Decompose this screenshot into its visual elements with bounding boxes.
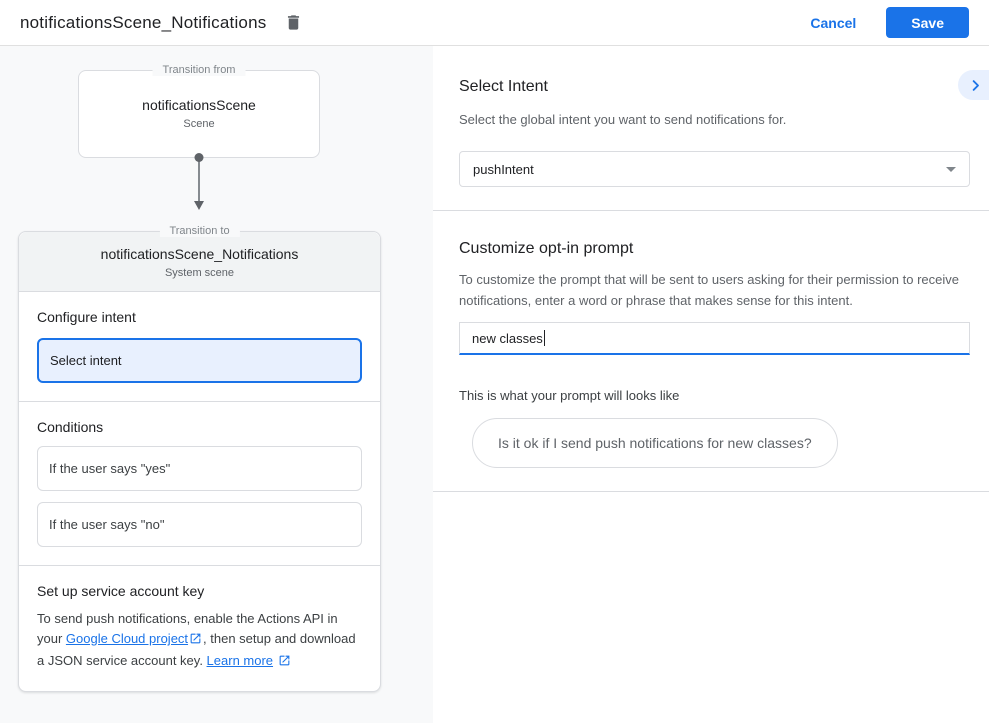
transition-to-card (18, 225, 381, 692)
connector-line (198, 158, 200, 201)
select-intent-panel-heading: Select Intent (459, 78, 548, 95)
chevron-right-icon (968, 78, 983, 93)
prompt-preview-label: This is what your prompt will looks like (459, 388, 680, 403)
service-account-text (37, 609, 362, 673)
condition-item-no[interactable]: If the user says "no" (37, 502, 362, 547)
google-cloud-project-link[interactable]: Google Cloud project (65, 631, 189, 646)
select-intent-item[interactable]: Select intent (37, 338, 362, 383)
transition-connector (78, 158, 320, 210)
to-scene-name: notificationsScene_Notifications (100, 246, 299, 262)
divider (433, 491, 989, 492)
configure-intent-heading: Configure intent (37, 309, 136, 325)
scene-flow-panel (0, 46, 433, 723)
opt-in-prompt-input[interactable] (459, 322, 970, 355)
external-link-icon[interactable] (278, 653, 291, 673)
transition-from-node[interactable] (78, 64, 320, 158)
prompt-preview-bubble: Is it ok if I send push notifications for new classes? (472, 418, 838, 468)
conditions-section (19, 401, 380, 565)
service-account-heading: Set up service account key (37, 583, 205, 599)
text-cursor (544, 330, 545, 346)
collapse-panel-button[interactable] (958, 70, 989, 100)
select-intent-panel-section (433, 46, 989, 187)
select-intent-description: Select the global intent you want to send notifications for. (459, 112, 787, 127)
top-bar (0, 0, 989, 46)
customize-prompt-description: To customize the prompt that will be sent to users asking for their permission to receive notifications, enter a word or phrase that makes sense for this intent. (459, 272, 959, 308)
opt-in-prompt-value: new classes (472, 330, 543, 346)
condition-item-yes[interactable]: If the user says "yes" (37, 446, 362, 491)
from-scene-name: notificationsScene (142, 97, 256, 113)
conditions-heading: Conditions (37, 419, 104, 435)
save-button[interactable]: Save (886, 7, 969, 38)
connector-dot (195, 153, 204, 162)
service-account-section (19, 565, 380, 691)
arrow-down-icon (194, 201, 204, 210)
intent-dropdown[interactable] (459, 151, 970, 187)
dropdown-arrow-icon (946, 167, 956, 172)
transition-from-label: Transition from (153, 64, 246, 76)
to-scene-header (19, 232, 380, 292)
trash-icon (284, 13, 303, 32)
configure-intent-section (19, 292, 380, 401)
external-link-icon[interactable] (189, 631, 202, 651)
service-text-part2: , then setup and download a JSON service account key. (37, 631, 356, 668)
from-scene-type: Scene (183, 118, 215, 130)
customize-prompt-heading: Customize opt-in prompt (459, 240, 634, 257)
transition-to-label: Transition to (159, 225, 239, 237)
to-scene-type: System scene (164, 267, 235, 279)
learn-more-link[interactable]: Learn more (206, 653, 274, 668)
cancel-button[interactable]: Cancel (810, 14, 857, 31)
intent-config-panel (433, 46, 989, 723)
delete-button[interactable] (284, 13, 303, 32)
page-title: notificationsScene_Notifications (20, 12, 267, 32)
intent-dropdown-value: pushIntent (473, 161, 534, 177)
service-text-part1: To send push notifications, enable the Actions API in your (37, 611, 338, 646)
customize-prompt-section (433, 211, 989, 468)
